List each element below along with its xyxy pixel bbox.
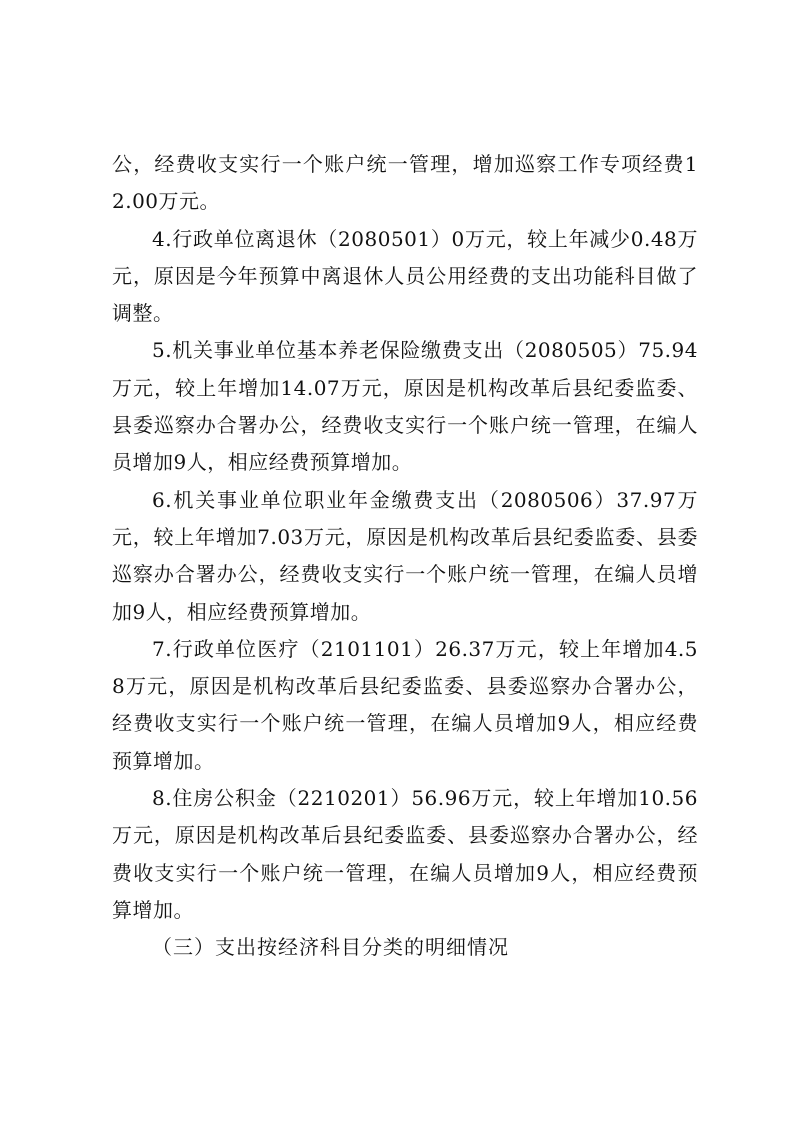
paragraph-item-7: 7.行政单位医疗（2101101）26.37万元，较上年增加4.58万元，原因是机构改革后县纪委监委、县委巡察办合署办公，经费收支实行一个账户统一管理，在编人员增加9人，相应经费预算增加。 [112, 636, 698, 773]
paragraph-item-8: 8.住房公积金（2210201）56.96万元，较上年增加10.56万元，原因是机构改革后县纪委监委、县委巡察办合署办公，经费收支实行一个账户统一管理，在编人员增加9人，相应经费预算增加。 [112, 786, 698, 922]
paragraph-item-4: 4.行政单位离退休（2080501）0万元，较上年减少0.48万元，原因是今年预算中离退休人员公用经费的支出功能科目做了调整。 [112, 226, 698, 326]
paragraph-continuation: 公，经费收支实行一个账户统一管理，增加巡察工作专项经费12.00万元。 [112, 152, 698, 214]
section-heading: （三）支出按经济科目分类的明细情况 [152, 935, 509, 960]
paragraph-item-5: 5.机关事业单位基本养老保险缴费支出（2080505）75.94万元，较上年增加14.07万元，原因是机构改革后县纪委监委、县委巡察办合署办公，经费收支实行一个账户统一管理，在编人员增加9人，相应经费预算增加。 [112, 338, 698, 475]
paragraph-item-6: 6.机关事业单位职业年金缴费支出（2080506）37.97万元，较上年增加7.03万元，原因是机构改革后县纪委监委、县委巡察办合署办公，经费收支实行一个账户统一管理，在编人员增加9人，相应经费预算增加。 [112, 487, 698, 624]
document-body [112, 146, 698, 967]
